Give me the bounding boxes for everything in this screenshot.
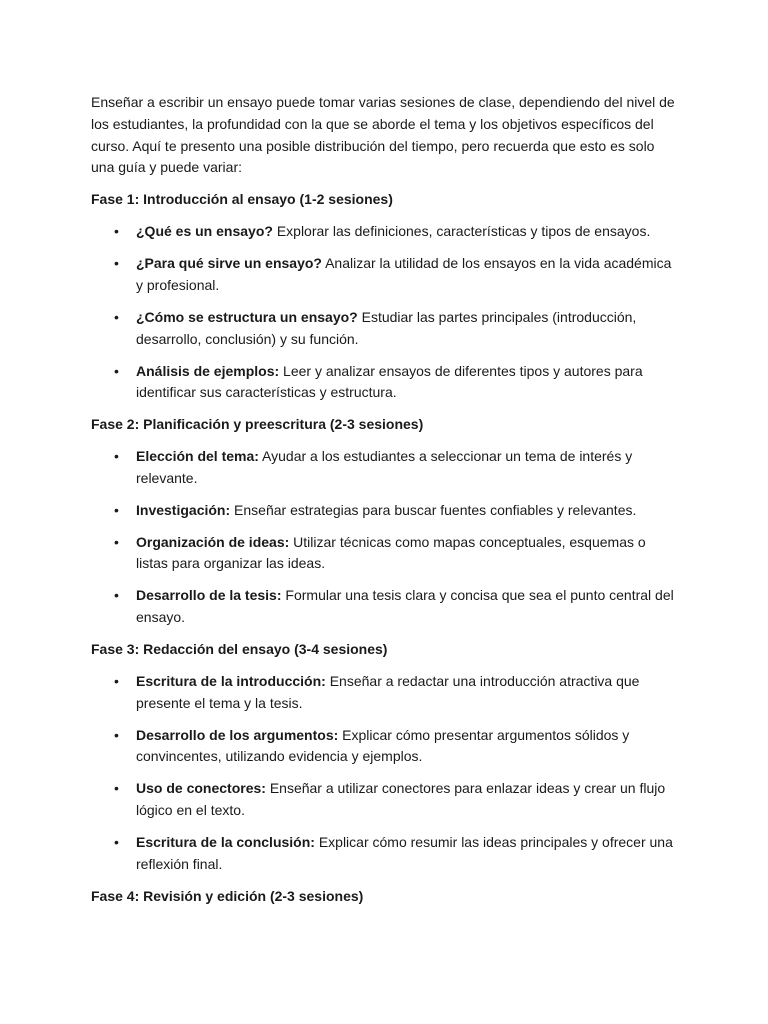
item-term: Análisis de ejemplos: bbox=[136, 362, 280, 379]
list-item bbox=[91, 253, 681, 297]
item-text: Enseñar a redactar una introducción atractiva que presente el tema y la tesis. bbox=[136, 672, 640, 711]
bullet-icon: • bbox=[114, 834, 119, 851]
list-item bbox=[91, 832, 681, 876]
list-item bbox=[91, 778, 681, 822]
item-text: Enseñar estrategias para buscar fuentes confiables y relevantes. bbox=[230, 501, 637, 518]
item-term: Desarrollo de los argumentos: bbox=[136, 726, 339, 743]
document-body bbox=[91, 92, 681, 918]
phase-1-heading: Fase 1: Introducción al ensayo (1-2 sesiones) bbox=[91, 191, 393, 208]
item-term: Escritura de la conclusión: bbox=[136, 834, 315, 851]
item-text: Explorar las definiciones, características y tipos de ensayos. bbox=[272, 222, 651, 239]
item-text: Leer y analizar ensayos de diferentes tipos y autores para identificar sus características y estructura. bbox=[136, 362, 643, 401]
bullet-icon: • bbox=[114, 672, 119, 689]
bullet-icon: • bbox=[114, 726, 119, 743]
item-text: Ayudar a los estudiantes a seleccionar un tema de interés y relevante. bbox=[136, 447, 633, 486]
bullet-icon: • bbox=[114, 447, 119, 464]
item-term: Uso de conectores: bbox=[136, 780, 266, 797]
list-item bbox=[91, 361, 681, 405]
phase-3-list bbox=[91, 671, 681, 876]
list-item bbox=[91, 307, 681, 351]
intro-paragraph: Enseñar a escribir un ensayo puede tomar varias sesiones de clase, dependiendo del nivel de los estudiantes, la profundidad con la que se aborde el tema y los objetivos específicos del curso. Aquí te presento una posible distribución del tiempo, pero recuerda que esto es solo una guía y puede variar: bbox=[91, 94, 675, 176]
item-text: Enseñar a utilizar conectores para enlazar ideas y crear un flujo lógico en el texto. bbox=[136, 780, 666, 819]
item-text: Utilizar técnicas como mapas conceptuales, esquemas o listas para organizar las ideas. bbox=[136, 533, 646, 572]
bullet-icon: • bbox=[114, 533, 119, 550]
phase-4-heading: Fase 4: Revisión y edición (2-3 sesiones) bbox=[91, 887, 364, 904]
bullet-icon: • bbox=[114, 501, 119, 518]
item-term: ¿Para qué sirve un ensayo? bbox=[136, 254, 322, 271]
bullet-icon: • bbox=[114, 254, 119, 271]
item-term: Desarrollo de la tesis: bbox=[136, 587, 282, 604]
item-term: ¿Qué es un ensayo? bbox=[136, 222, 273, 239]
list-item bbox=[91, 725, 681, 769]
item-text: Analizar la utilidad de los ensayos en la vida académica y profesional. bbox=[136, 254, 672, 293]
list-item bbox=[91, 221, 681, 243]
item-term: Investigación: bbox=[136, 501, 231, 518]
item-text: Estudiar las partes principales (introducción, desarrollo, conclusión) y su función. bbox=[136, 308, 637, 347]
item-term: Elección del tema: bbox=[136, 447, 259, 464]
phase-3-heading: Fase 3: Redacción del ensayo (3-4 sesiones) bbox=[91, 641, 388, 658]
list-item bbox=[91, 500, 681, 522]
item-text: Formular una tesis clara y concisa que sea el punto central del ensayo. bbox=[136, 587, 674, 626]
list-item bbox=[91, 671, 681, 715]
bullet-icon: • bbox=[114, 308, 119, 325]
phase-2-heading: Fase 2: Planificación y preescritura (2-3 sesiones) bbox=[91, 416, 424, 433]
phase-1-list bbox=[91, 221, 681, 404]
item-term: Organización de ideas: bbox=[136, 533, 290, 550]
item-term: ¿Cómo se estructura un ensayo? bbox=[136, 308, 358, 325]
bullet-icon: • bbox=[114, 587, 119, 604]
bullet-icon: • bbox=[114, 222, 119, 239]
item-term: Escritura de la introducción: bbox=[136, 672, 326, 689]
bullet-icon: • bbox=[114, 780, 119, 797]
item-text: Explicar cómo resumir las ideas principales y ofrecer una reflexión final. bbox=[136, 834, 673, 872]
bullet-icon: • bbox=[114, 362, 119, 379]
phase-2-list bbox=[91, 446, 681, 629]
list-item bbox=[91, 532, 681, 576]
list-item bbox=[91, 585, 681, 629]
item-text: Explicar cómo presentar argumentos sólidos y convincentes, utilizando evidencia y ejemplos. bbox=[136, 726, 630, 765]
list-item bbox=[91, 446, 681, 490]
